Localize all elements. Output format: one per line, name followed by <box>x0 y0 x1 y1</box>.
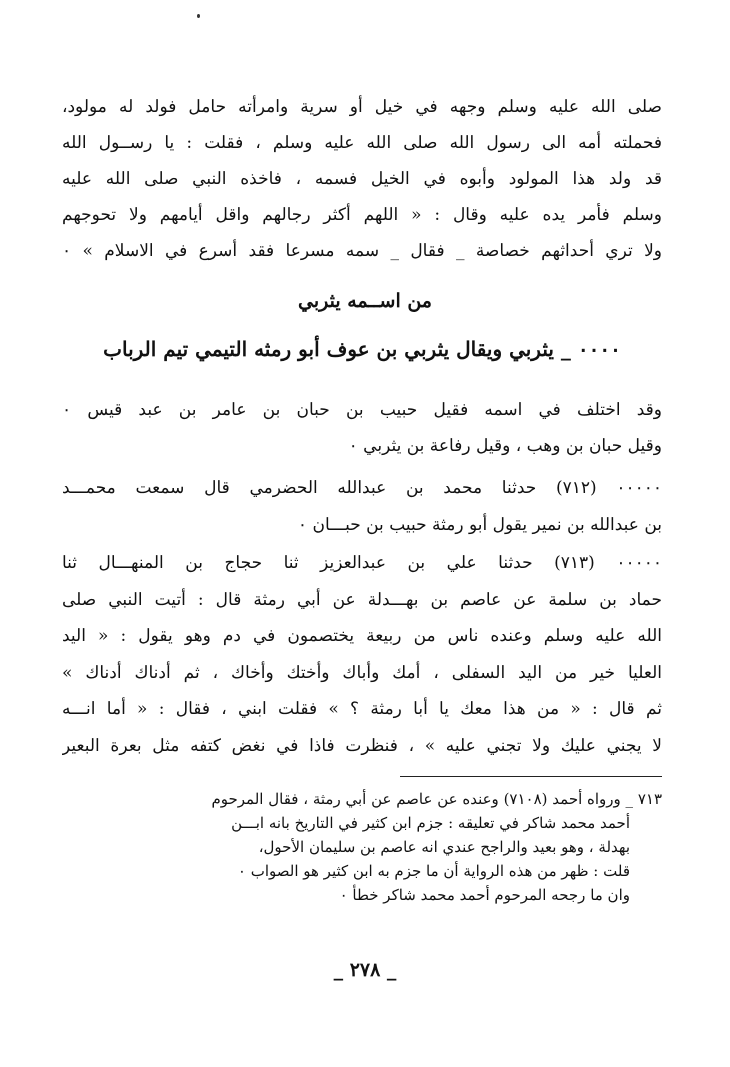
section-heading: من اســمه يثربي <box>297 290 432 312</box>
hadith-line: الله عليه وسلم وعنده ناس من ربيعة يختصمون في دم وهو يقول : « اليد <box>62 626 662 646</box>
body-line: ولا تري أحداثهم خصاصة _ فقال _ سمه مسرعا فقد أسرع في الاسلام » ٠ <box>62 241 662 261</box>
body-line: قد ولد هذا المولود وأبوه في الخيل فسمه ، فاخذه النبي صلى الله عليه <box>62 169 662 189</box>
footnote-line: وان ما رجحه المرحوم أحمد محمد شاكر خطأ ٠ <box>339 886 630 904</box>
body-line: فحملته أمه الى رسول الله صلى الله عليه وسلم ، فقلت : يا رســول الله <box>62 133 662 153</box>
body-line: وقد اختلف في اسمه فقيل حبيب بن حبان بن عامر بن عبد قيس ٠ <box>62 400 662 420</box>
footnote-line: ٧١٣ _ ورواه أحمد (٧١٠٨) وعنده عن عاصم عن أبي رمثة ، فقال المرحوم <box>211 790 662 808</box>
scan-speck <box>197 14 200 18</box>
hadith-line: ٠٠٠٠٠ (٧١٢) حدثنا محمد بن عبدالله الحضرمي قال سمعت محمـــد <box>62 478 662 498</box>
hadith-line: ثم قال : « من هذا معك يا أبا رمثة ؟ » فقلت ابني ، فقال : « أما انـــه <box>62 699 662 719</box>
page-number: _ ٢٧٨ _ <box>333 959 397 981</box>
body-line: صلى الله عليه وسلم وجهه في خيل أو سرية وامرأته حامل فولد له مولود، <box>62 97 662 117</box>
hadith-line: العليا خير من اليد السفلى ، أمك وأباك وأختك وأخاك ، ثم أدناك أدناك » <box>62 663 662 683</box>
body-line: وسلم فأمر يده عليه وقال : « اللهم أكثر رجالهم واقل أيامهم ولا تحوجهم <box>62 205 662 225</box>
footnote-line: أحمد محمد شاكر في تعليقه : جزم ابن كثير في التاريخ بانه ابـــن <box>231 814 630 832</box>
footnote-line: قلت : ظهر من هذه الرواية أن ما جزم به ابن كثير هو الصواب ٠ <box>237 862 630 880</box>
body-line: وقيل حبان بن وهب ، وقيل رفاعة بن يثربي ٠ <box>348 436 662 456</box>
footnote-rule <box>400 776 662 777</box>
entry-title: ٠٠٠٠ _ يثربي ويقال يثربي بن عوف أبو رمثه التيمي تيم الرباب <box>103 337 621 361</box>
hadith-line: لا يجني عليك ولا تجني عليه » ، فنظرت فاذا في نغض كتفه مثل بعرة البعير <box>62 736 662 756</box>
footnote-line: بهدلة ، وهو بعيد والراجح عندي انه عاصم بن سليمان الأحول، <box>258 838 630 856</box>
hadith-line: بن عبدالله بن نمير يقول أبو رمثة حبيب بن حبـــان ٠ <box>297 515 662 535</box>
hadith-line: حماد بن سلمة عن عاصم بن بهـــدلة عن أبي رمثة قال : أتيت النبي صلى <box>62 590 662 610</box>
hadith-line: ٠٠٠٠٠ (٧١٣) حدثنا علي بن عبدالعزيز ثنا حجاج بن المنهـــال ثنا <box>62 553 662 573</box>
